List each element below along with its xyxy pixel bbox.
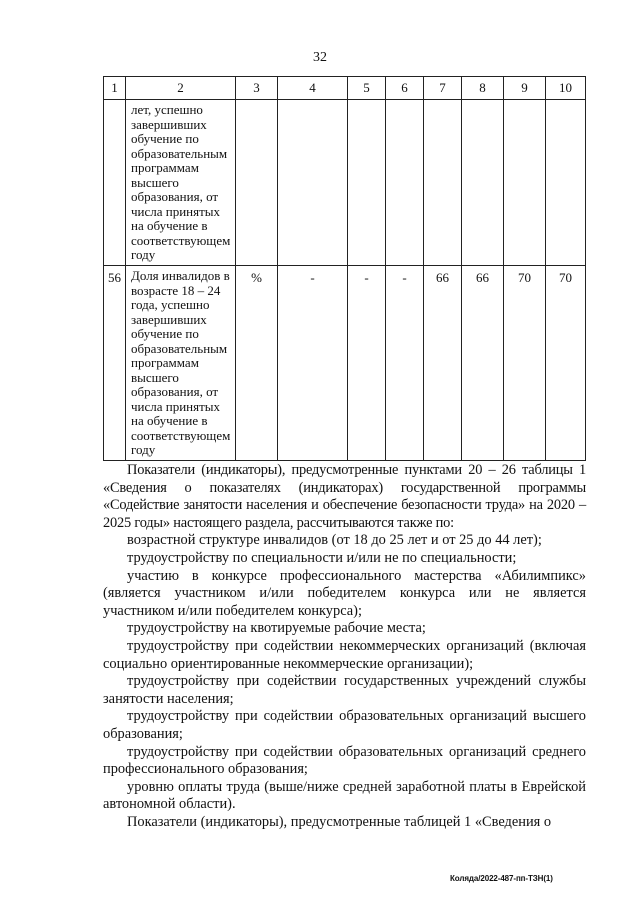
paragraph: участию в конкурсе профессионального мастерства «Абилимпикс» (является участником и/или победителем конкурса или не является участником и/или победителем конкурса); xyxy=(103,567,586,619)
paragraph: трудоустройству на квотируемые рабочие места; xyxy=(127,620,426,637)
column-header: 5 xyxy=(348,77,386,100)
indicators-table xyxy=(103,76,586,461)
value-cell xyxy=(462,100,504,266)
paragraph: уровню оплаты труда (выше/ниже средней заработной платы в Еврейской автономной области). xyxy=(103,778,586,813)
column-header: 1 xyxy=(104,77,126,100)
value-cell xyxy=(278,100,348,266)
paragraph: трудоустройству при содействии образовательных организаций среднего профессионального образования; xyxy=(103,743,586,778)
paragraph: возрастной структуре инвалидов (от 18 до 25 лет и от 25 до 44 лет); xyxy=(127,532,542,549)
unit-cell: % xyxy=(236,266,278,461)
value-cell xyxy=(424,100,462,266)
row-number-cell xyxy=(104,100,126,266)
indicator-name-cell: Доля инвалидов в возрасте 18 – 24 года, успешно завершивших обучение по образовательным программам высшего образования, от числа принятых на обучение в соответствующем году xyxy=(126,266,236,461)
value-cell: - xyxy=(278,266,348,461)
paragraph: трудоустройству при содействии образовательных организаций высшего образования; xyxy=(103,708,586,742)
column-header: 10 xyxy=(546,77,586,100)
value-cell xyxy=(348,100,386,266)
page-number: 32 xyxy=(313,50,327,65)
column-header: 6 xyxy=(386,77,424,100)
indicator-name-cell: лет, успешно завершивших обучение по образовательным программам высшего образования, от числа принятых на обучение в соответствующем году xyxy=(126,100,236,266)
value-cell xyxy=(386,100,424,266)
value-cell: - xyxy=(348,266,386,461)
value-cell: 66 xyxy=(462,266,504,461)
column-header: 3 xyxy=(236,77,278,100)
row-number-cell: 56 xyxy=(104,266,126,461)
column-header: 2 xyxy=(126,77,236,100)
value-cell: 70 xyxy=(546,266,586,461)
paragraph: трудоустройству по специальности и/или не по специальности; xyxy=(127,549,517,566)
value-cell: 66 xyxy=(424,266,462,461)
value-cell xyxy=(546,100,586,266)
column-header: 9 xyxy=(504,77,546,100)
table-header-row xyxy=(104,77,586,100)
table-row-56 xyxy=(104,266,586,461)
unit-cell xyxy=(236,100,278,266)
column-header: 4 xyxy=(278,77,348,100)
document-code: Коляда/2022-487-пп-ТЗН(1) xyxy=(450,874,553,883)
paragraph: Показатели (индикаторы), предусмотренные пунктами 20 – 26 таблицы 1 «Сведения о показателях (индикаторах) государственной программы «Содействие занятости населения и обеспечение безопасности труда» на 2020 – 2025 годы» настоящего раздела, рассчитываются также по: xyxy=(103,462,586,531)
column-header: 8 xyxy=(462,77,504,100)
column-header: 7 xyxy=(424,77,462,100)
paragraph: трудоустройству при содействии государственных учреждений службы занятости населения; xyxy=(103,673,586,707)
paragraph: трудоустройству при содействии некоммерческих организаций (включая социально ориентированные некоммерческие организации); xyxy=(103,637,586,672)
value-cell xyxy=(504,100,546,266)
table-row-continued xyxy=(104,100,586,266)
body-text xyxy=(103,462,586,831)
value-cell: - xyxy=(386,266,424,461)
value-cell: 70 xyxy=(504,266,546,461)
paragraph: Показатели (индикаторы), предусмотренные таблицей 1 «Сведения о xyxy=(127,813,552,830)
